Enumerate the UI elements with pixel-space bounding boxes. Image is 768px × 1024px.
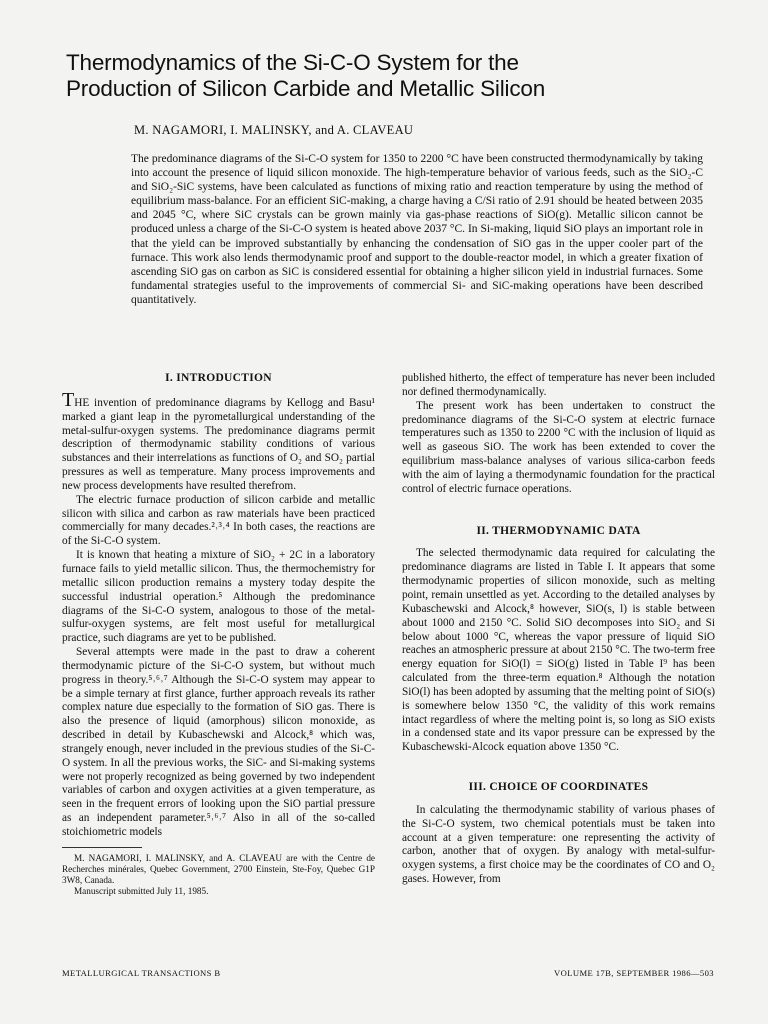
right-paragraph-2: The present work has been undertaken to construct the predominance diagrams of the Si-C-O system at electric furnace temperatures such as 1350 to 2200 °C with the inclusion of liquid as well as gaseous SiO. The work has been extended to cover the equilibrium mass-balance analyses of various silica-carbon feeds with the aim of laying a thermodynamic foundation for the practical control of electric furnace operations. bbox=[402, 399, 715, 495]
footnote-rule bbox=[62, 847, 142, 848]
volume-footer: VOLUME 17B, SEPTEMBER 1986—503 bbox=[553, 968, 714, 978]
intro-paragraph-4: Several attempts were made in the past to draw a coherent thermodynamic picture of the Si-C-O system, but without much progress in theory.⁵˒⁶˒⁷ Although the Si-C-O system may appear to be a simple ternary at first glance, further approach reveals its rather complex nature due especially to the formation of SiO gas. There is also the presence of liquid (amorphous) silicon monoxide, as described in detail by Kubaschewski and Alcock,⁸ which was, strangely enough, never included in the previous studies of the Si-C-O system. In all the previous works, the SiC- and Si-making systems were not properly recognized as being governed by two independent variables of carbon and oxygen activities at a given temperature, as seen in the frequent errors of looking upon the SiO partial pressure as an independent parameter.⁵˒⁶˒⁷ Also in all of the so-called stoichiometric models bbox=[62, 646, 375, 838]
drop-cap: T bbox=[62, 388, 75, 411]
thermo-paragraph-1: The selected thermodynamic data required for calculating the predominance diagrams are listed in Table I. It appears that some thermodynamic properties of silicon monoxide, such as melting point, remain unsettled as yet. According to the detailed analyses by Kubaschewski and Alcock,⁸ however, SiO(s, l) is stable between about 1000 and 2150 °C. Solid SiO decomposes into SiO₂ and Si below about 1000 °C, whereas the vapor pressure of liquid SiO reaches an atmospheric pressure at about 2150 °C. The two-term free energy equation for SiO(l) = SiO(g) listed in Table I⁹ has been calculated from the three-term equation.⁸ Although the notation SiO(l) has been adopted by assuming that the melting point of SiO(s) is somewhere below 1350 °C, the validity of this work remains intact regardless of where the melting point is, so long as SiO exists in a condensed state and its vapor pressure can be expressed by the Kubaschewski-Alcock equation above 1350 °C. bbox=[402, 547, 715, 754]
coordinates-paragraph-1: In calculating the thermodynamic stability of various phases of the Si-C-O system, two chemical potentials must be taken into account at a given temperature: one representing the activity of carbon, another that of oxygen. By analogy with metal-sulfur-oxygen systems, a first choice may be the coordinates of CO and O₂ gases. However, from bbox=[402, 803, 715, 886]
coordinates-heading: III. CHOICE OF COORDINATES bbox=[468, 781, 649, 794]
title-line-2: Production of Silicon Carbide and Metallic Silicon bbox=[66, 76, 546, 101]
intro-heading: I. INTRODUCTION bbox=[165, 372, 272, 384]
thermo-data-heading: II. THERMODYNAMIC DATA bbox=[476, 524, 641, 537]
title-line-1: Thermodynamics of the Si-C-O System for the bbox=[66, 50, 519, 75]
paper-title bbox=[66, 50, 706, 102]
left-column bbox=[62, 372, 375, 897]
abstract: The predominance diagrams of the Si-C-O system for 1350 to 2200 °C have been constructed thermodynamically by taking into account the presence of liquid silicon monoxide. The high-temperature behavior of various feeds, such as the SiO₂-C and SiO₂-SiC systems, have been calculated as functions of mixing ratio and reaction temperature by using the method of equilibrium mass-balance. For an efficient SiC-making, a charge having a C/Si ratio of 2.91 should be heated between 2035 and 2045 °C, where SiC crystals can be grown mainly via gas-phase reactions of SiO(g). Metallic silicon cannot be produced unless a charge of the Si-C-O system is heated above 2037 °C. In Si-making, liquid SiO plays an important role in that the yield can be improved substantially by enhancing the condensation of SiO gas in the upper cooler part of the furnace. This work also lends thermodynamic proof and support to the double-reactor model, in which a greater fixation of ascending SiO gas on carbon as SiC is considered essential for obtaining a higher silicon yield in industrial furnaces. Some fundamental strategies useful to the improvements of commercial Si- and SiC-making operations have been described quantitatively. bbox=[131, 153, 703, 306]
intro-paragraph-2: The electric furnace production of silicon carbide and metallic silicon with silica and carbon as raw materials have been practiced commercially for many decades.²˒³˒⁴ In both cases, the reactions are of the Si-C-O system. bbox=[62, 493, 375, 548]
footnote bbox=[62, 853, 375, 897]
footnote-submitted: Manuscript submitted July 11, 1985. bbox=[74, 885, 209, 896]
intro-paragraph-3: It is known that heating a mixture of SiO₂ + 2C in a laboratory furnace fails to yield metallic silicon. Thus, the thermochemistry for metallic silicon production remains a mystery today despite the successful industrial operation.⁵ Although the predominance diagrams of the Si-C-O system, analogous to those of the metal-sulfur-oxygen systems, are felt most useful for metallurgical practice, such diagrams are yet to be published. bbox=[62, 549, 375, 645]
intro-paragraph-1: THE invention of predominance diagrams by Kellogg and Basu¹ marked a giant leap in the pyrometallurgical understanding of the metal-sulfur-oxygen systems. The predominance diagrams permit description of thermodynamic stability conditions of various substances and their interrelations as functions of O₂ and SO₂ partial pressures as well as temperature. Many process improvements and new process developments have resulted therefrom. bbox=[62, 388, 375, 492]
journal-footer: METALLURGICAL TRANSACTIONS B bbox=[62, 968, 221, 978]
footnote-affiliation: M. NAGAMORI, I. MALINSKY, and A. CLAVEAU are with the Centre de Recherches minérales, Quebec Government, 2700 Einstein, Ste-Foy, Quebec G1P 3W8, Canada. bbox=[62, 852, 375, 885]
right-column bbox=[402, 372, 715, 887]
right-paragraph-1: published hitherto, the effect of temperature has never been included nor defined thermodynamically. bbox=[402, 372, 715, 398]
author-list: M. NAGAMORI, I. MALINSKY, and A. CLAVEAU bbox=[134, 123, 414, 137]
